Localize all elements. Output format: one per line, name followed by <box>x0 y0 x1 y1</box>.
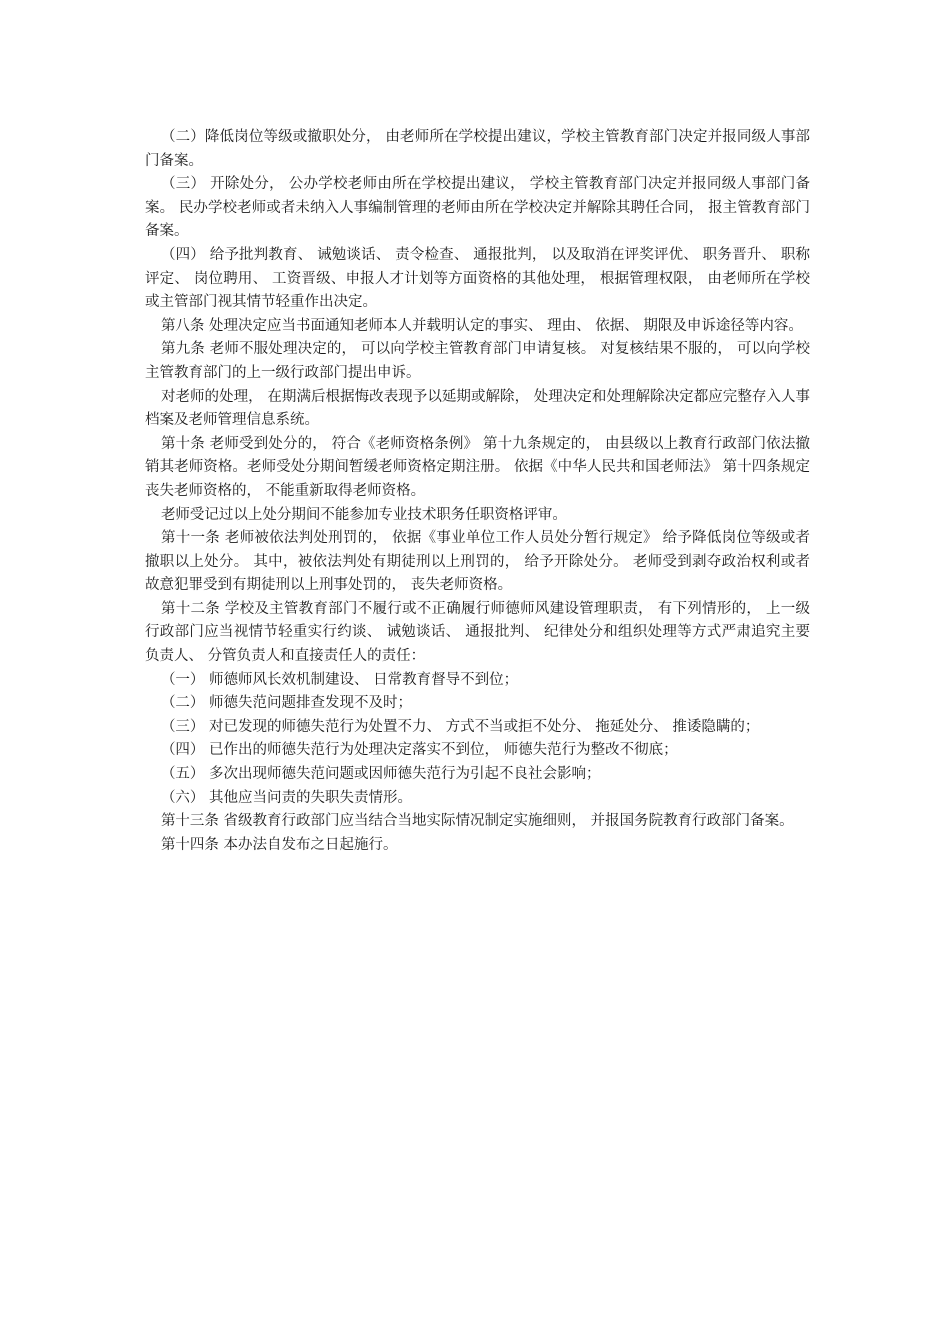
paragraph-expulsion: （三） 开除处分， 公办学校老师由所在学校提出建议， 学校主管教育部门决定并报同级人事部门备案。 民办学校老师或者未纳入人事编制管理的老师由所在学校决定并解除其聘任合同， 报主管教育部门备案。 <box>145 176 810 240</box>
document-body <box>145 126 810 857</box>
article-11: 第十一条 老师被依法判处刑罚的， 依据《事业单位工作人员处分暂行规定》 给予降低岗位等级或者撤职以上处分。 其中，被依法判处有期徒刑以上刑罚的， 给予开除处分。 老师受到剥夺政治权利或者故意犯罪受到有期徒刑以上刑事处罚的， 丧失老师资格。 <box>145 530 810 594</box>
article-13: 第十三条 省级教育行政部门应当结合当地实际情况制定实施细则， 并报国务院教育行政部门备案。 <box>160 813 794 830</box>
list-item-3: （三） 对已发现的师德失范行为处置不力、 方式不当或拒不处分、 拖延处分、 推诿隐瞒的； <box>160 718 760 735</box>
article-12: 第十二条 学校及主管教育部门不履行或不正确履行师德师风建设管理职责， 有下列情形的， 上一级行政部门应当视情节轻重实行约谈、 诫勉谈话、 通报批判、 纪律处分和组织处理等方式严肃追究主要负责人、 分管负责人和直接责任人的责任： <box>145 600 810 665</box>
list-item-4: （四） 已作出的师德失范行为处理决定落实不到位， 师德失范行为整改不彻底； <box>160 742 678 759</box>
paragraph-criticism: （四） 给予批判教育、 诫勉谈话、 责令检查、 通报批判， 以及取消在评奖评优、 职务晋升、 职称评定、 岗位聘用、 工资晋级、申报人才计划等方面资格的其他处理， 根据管理权限， 由老师所在学校或主管部门视其情节轻重作出决定。 <box>145 246 810 311</box>
article-10: 第十条 老师受到处分的， 符合《老师资格条例》 第十九条规定的， 由县级以上教育行政部门依法撤销其老师资格。老师受处分期间暂缓老师资格定期注册。 依据《中华人民共和国老师法》 第十四条规定丧失老师资格的， 不能重新取得老师资格。 <box>145 435 810 499</box>
paragraph-qualification-review: 老师受记过以上处分期间不能参加专业技术职务任职资格评审。 <box>160 506 567 523</box>
paragraph-demotion: （二）降低岗位等级或撤职处分， 由老师所在学校提出建议，学校主管教育部门决定并报同级人事部门备案。 <box>145 129 810 169</box>
list-item-5: （五） 多次出现师德失范问题或因师德失范行为引起不良社会影响； <box>160 766 601 783</box>
article-8: 第八条 处理决定应当书面通知老师本人并载明认定的事实、 理由、 依据、 期限及申诉途径等内容。 <box>160 317 803 334</box>
paragraph-handling-archive: 对老师的处理， 在期满后根据悔改表现予以延期或解除， 处理决定和处理解除决定都应完整存入人事档案及老师管理信息系统。 <box>145 388 810 429</box>
article-14: 第十四条 本办法自发布之日起施行。 <box>160 836 398 853</box>
list-item-1: （一） 师德师风长效机制建设、 日常教育督导不到位； <box>160 671 519 688</box>
article-9: 第九条 老师不服处理决定的， 可以向学校主管教育部门申请复核。 对复核结果不服的， 可以向学校主管教育部门的上一级行政部门提出申诉。 <box>145 341 810 381</box>
list-item-6: （六） 其他应当问责的失职失责情形。 <box>160 789 413 806</box>
list-item-2: （二） 师德失范问题排查发现不及时； <box>160 695 413 712</box>
